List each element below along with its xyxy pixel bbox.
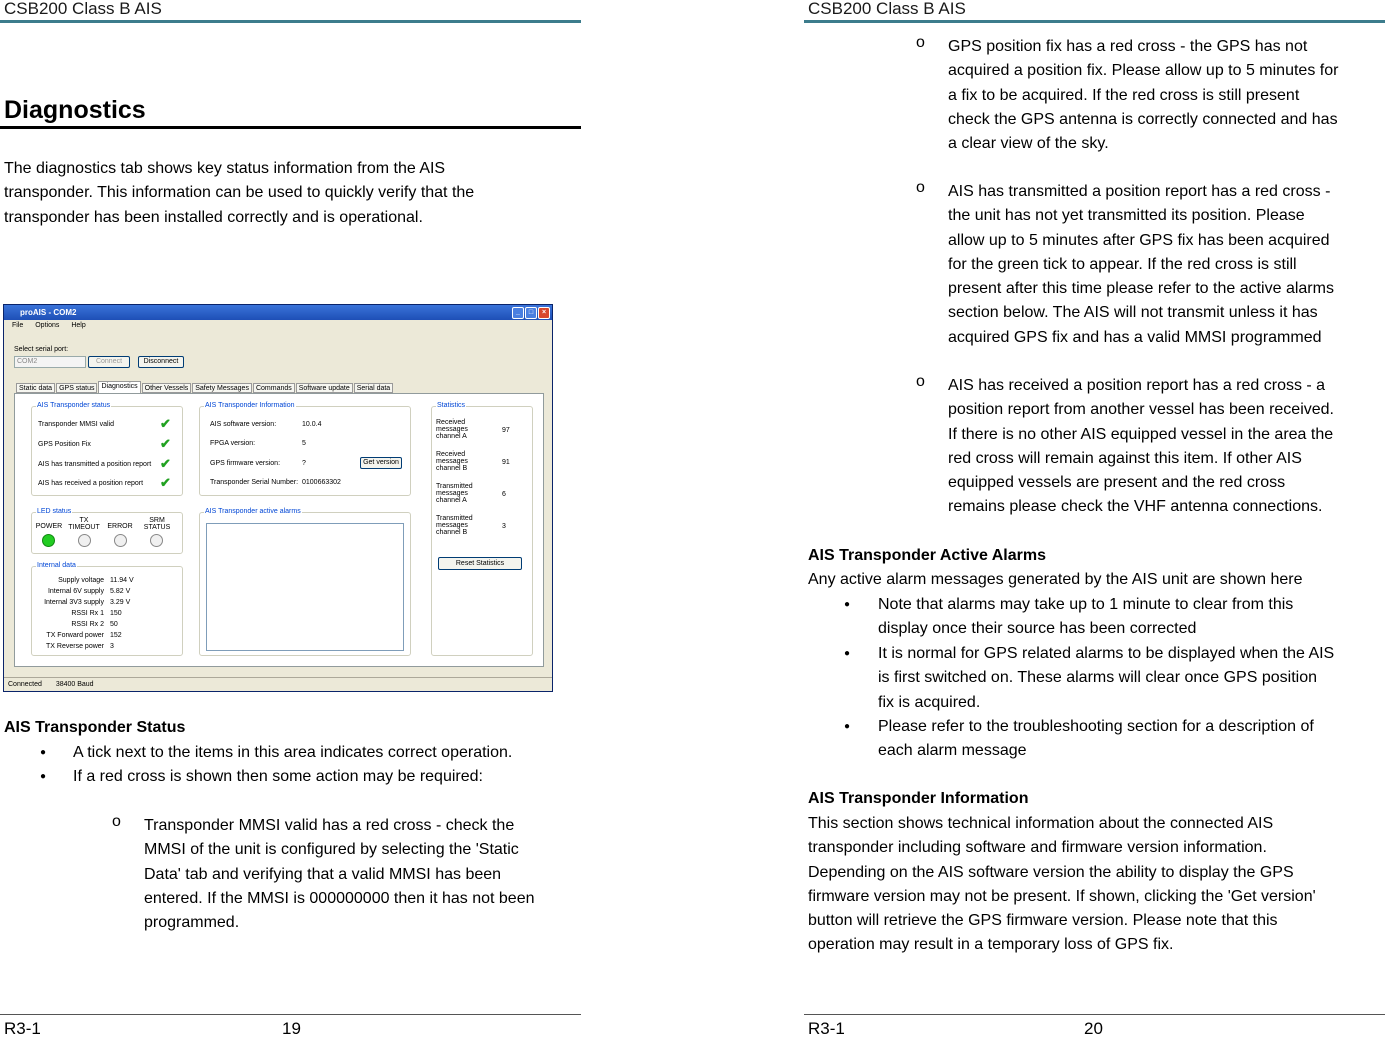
circle-bullet-icon: o [916,179,925,196]
list-item: ● A tick next to the items in this area indicates correct operation. [40,741,580,765]
info-value: 10.0.4 [302,421,322,428]
minimize-icon[interactable]: _ [512,307,524,319]
diagnostics-panel [14,393,544,667]
internal-value: 150 [110,610,122,617]
stat-label: Received messages channel B [436,451,468,472]
page-header: CSB200 Class B AIS [808,0,966,18]
group-caption: Statistics [437,402,466,409]
reset-statistics-button[interactable]: Reset Statistics [438,557,522,570]
maximize-icon[interactable]: □ [525,307,537,319]
sub-list-item: o AIS has received a position report has a red cross - a position report from another vessel has been received. If there is no other AIS equipped vessel in the area the red cross will remain against this item. If other AIS equipped vessels are present and the red cross remains please check the VHF antenna connections. [916,374,1385,520]
info-value: 0100663302 [302,479,341,486]
menu-file[interactable]: File [12,322,24,329]
serial-port-label: Select serial port: [14,346,69,353]
tab-safety-messages[interactable]: Safety Messages [192,383,252,393]
group-caption: Internal data [37,562,76,569]
internal-label: Internal 6V supply [47,588,104,595]
get-version-button[interactable]: Get version [360,457,402,469]
group-caption: AIS Transponder active alarms [205,508,301,515]
list-item: ● It is normal for GPS related alarms to be displayed when the AIS is first switched on. These alarms will clear once GPS position fix is acquired. [844,642,1385,715]
tx-timeout-led-icon [78,534,91,547]
stat-label: Transmitted messages channel B [436,515,473,536]
intro-line: transponder has been installed correctly and is operational. [4,208,423,226]
internal-value: 152 [110,632,122,639]
internal-value: 11.94 V [110,577,134,584]
list-item: ● Please refer to the troubleshooting section for a description of each alarm message [844,715,1385,764]
status-baud: 38400 Baud [55,681,94,688]
page-number: 19 [282,1019,301,1038]
tick-icon: ✔ [160,456,171,471]
circle-bullet-icon: o [916,373,925,390]
circle-bullet-icon: o [112,813,121,830]
information-heading: AIS Transponder Information [808,790,1029,807]
internal-label: Internal 3V3 supply [44,599,104,606]
list-item: ● If a red cross is shown then some action may be required: [40,765,580,789]
tick-icon: ✔ [160,475,171,490]
intro-line: transponder. This information can be used to quickly verify that the [4,184,475,202]
stat-value: 6 [502,491,506,498]
page-title: Diagnostics [4,96,146,124]
tick-icon: ✔ [160,416,171,431]
serial-port-select[interactable]: COM2 [14,356,86,368]
error-led-icon [114,534,127,547]
right-page [804,0,1385,1036]
tab-other-vessels[interactable]: Other Vessels [142,383,192,393]
tab-gps-status[interactable]: GPS status [56,383,97,393]
header-rule [804,20,1385,23]
stat-label: Received messages channel A [436,419,468,440]
statistics-group [431,402,533,656]
alarms-heading: AIS Transponder Active Alarms [808,547,1046,564]
transponder-information-group [199,402,411,496]
power-led-icon [42,534,55,547]
internal-value: 50 [110,621,118,628]
footer-revision: R3-1 [4,1019,41,1038]
status-bar [4,677,552,691]
disconnect-button[interactable]: Disconnect [138,356,184,368]
info-label: Transponder Serial Number: [210,479,299,486]
bullet-icon: ● [844,599,851,610]
info-value: ? [302,460,306,467]
internal-label: RSSI Rx 1 [71,610,104,617]
status-item: GPS Position Fix [38,441,91,448]
menu-help[interactable]: Help [71,322,86,329]
active-alarms-group [199,508,411,656]
status-item: AIS has transmitted a position report [38,461,152,468]
left-page [0,0,581,1036]
circle-bullet-icon: o [916,34,925,51]
status-connected: Connected [8,681,42,688]
menu-bar [4,320,552,332]
status-item: AIS has received a position report [38,480,144,487]
tab-commands[interactable]: Commands [253,383,295,393]
status-heading: AIS Transponder Status [4,719,186,736]
sub-list-item: o GPS position fix has a red cross - the GPS has not acquired a position fix. Please allow up to 5 minutes for a fix to be acquired. If the red cross is still present check the GPS antenna is correctly connected and has a clear view of the sky. [916,35,1385,156]
internal-data-group [31,562,183,656]
window-title: proAIS - COM2 [20,308,77,317]
info-label: GPS firmware version: [210,460,281,467]
footer-revision: R3-1 [808,1019,845,1038]
tick-icon: ✔ [160,436,171,451]
info-value: 5 [302,440,306,447]
tab-software-update[interactable]: Software update [296,383,353,393]
bullet-icon: ● [40,747,47,758]
transponder-status-group [31,402,183,496]
internal-value: 3 [110,643,114,650]
bullet-icon: ● [40,771,47,782]
bullet-icon: ● [844,721,851,732]
page-header: CSB200 Class B AIS [4,0,162,18]
led-label: POWER [35,523,63,530]
internal-label: TX Forward power [46,632,104,639]
intro-paragraph [4,157,474,230]
led-label: SRM STATUS [143,517,171,531]
title-rule [0,126,581,129]
tab-static-data[interactable]: Static data [16,383,55,393]
internal-label: RSSI Rx 2 [71,621,104,628]
led-label: ERROR [107,523,133,530]
stat-value: 3 [502,523,506,530]
stat-label: Transmitted messages channel A [436,483,473,504]
alarms-list[interactable] [206,523,404,651]
stat-value: 97 [502,427,510,434]
group-caption: LED status [37,508,72,515]
close-icon[interactable]: × [538,307,550,319]
sub-list-item: o AIS has transmitted a position report has a red cross - the unit has not yet transmitted its position. Please allow up to 5 minutes after GPS fix has been acquired for the green tick to appear. If the red cross is still present after this time please refer to the active alarms section below. The AIS will not transmit unless it has acquired GPS fix and has a valid MMSI programmed [916,180,1385,350]
internal-label: Supply voltage [58,577,104,584]
led-status-group [31,508,183,554]
internal-value: 5.82 V [110,588,131,595]
info-label: FPGA version: [210,440,256,447]
alarms-intro: Any active alarm messages generated by the AIS unit are shown here [808,571,1303,588]
connect-button[interactable]: Connect [88,356,130,368]
internal-label: TX Reverse power [46,643,104,650]
window-titlebar [4,305,552,320]
led-label: TX TIMEOUT [68,517,100,531]
page-number: 20 [1084,1019,1103,1038]
menu-options[interactable]: Options [35,322,60,329]
srm-status-led-icon [150,534,163,547]
sub-list-item: o Transponder MMSI valid has a red cross - check the MMSI of the unit is configured by selecting the 'Static Data' tab and verifying that a valid MMSI has been entered. If the MMSI is 000000000 then it has not been programmed. [112,814,581,935]
proais-screenshot [3,304,553,692]
information-paragraph: This section shows technical information about the connected AIS transponder including software and firmware version information. Depending on the AIS software version the ability to display the GPS firmware version may not be present. If shown, clicking the 'Get version' button will retrieve the GPS firmware version. Please note that this operation may result in a temporary loss of GPS fix. [808,815,1316,954]
tab-diagnostics[interactable]: Diagnostics [98,381,140,393]
group-caption: AIS Transponder status [37,402,111,409]
tab-serial-data[interactable]: Serial data [354,383,393,393]
stat-value: 91 [502,459,510,466]
internal-value: 3.29 V [110,599,131,606]
footer-rule [0,1014,581,1015]
intro-line: The diagnostics tab shows key status information from the AIS [4,160,446,177]
group-caption: AIS Transponder Information [205,402,295,409]
footer-rule [804,1014,1385,1015]
header-rule [0,20,581,23]
info-label: AIS software version: [210,421,277,428]
bullet-icon: ● [844,648,851,659]
list-item: ● Note that alarms may take up to 1 minute to clear from this display once their source has been corrected [844,593,1385,642]
status-item: Transponder MMSI valid [38,421,114,428]
tab-strip [16,383,393,393]
